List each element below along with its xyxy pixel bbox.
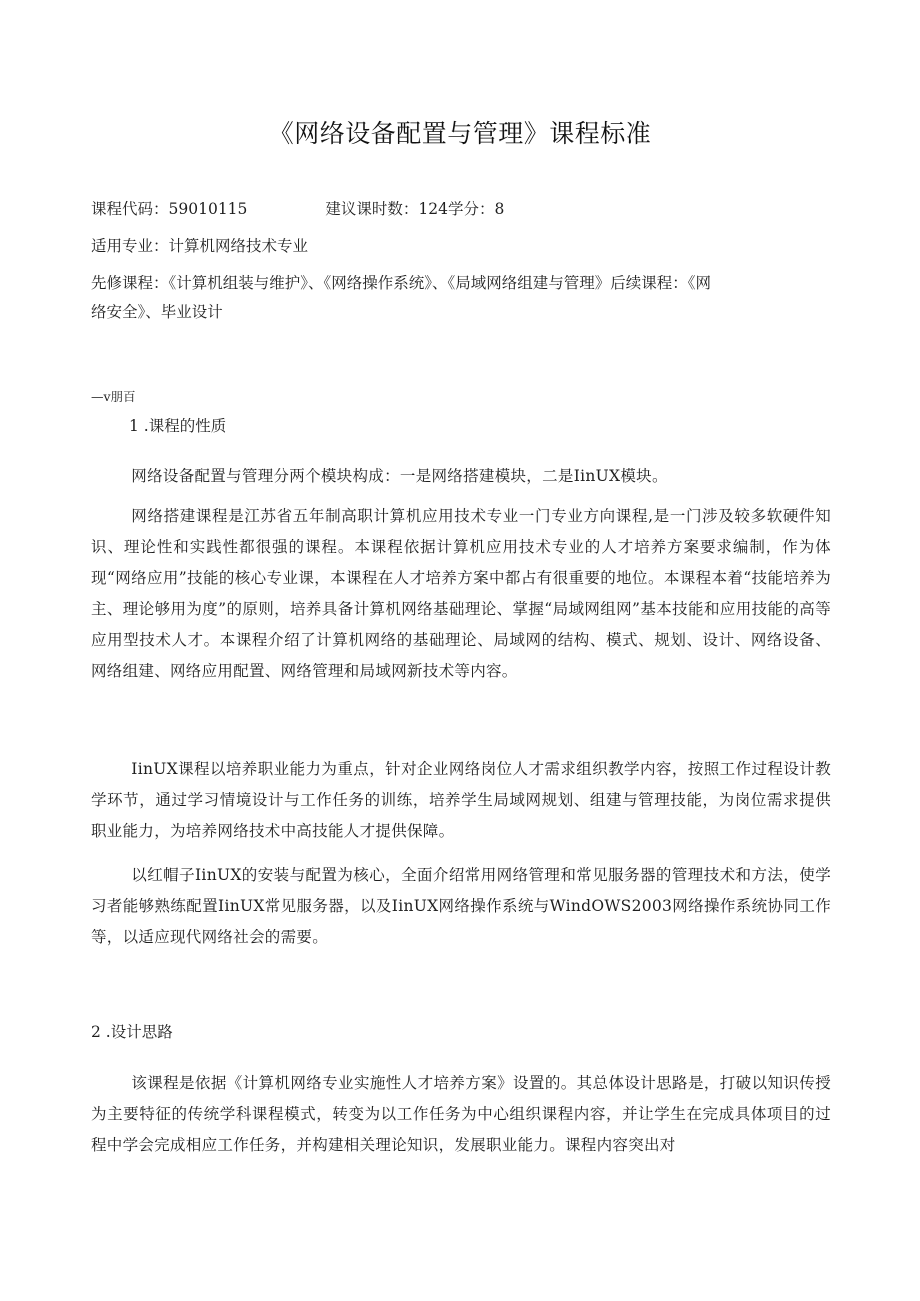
prerequisite-courses-line2: 络安全》、毕业设计 (91, 303, 223, 321)
applicable-major: 适用专业：计算机网络技术专业 (91, 237, 309, 255)
prerequisite-courses-line1: 先修课程：《计算机组装与维护》、《网络操作系统》、《局域网络组建与管理》后续课程：《网 (91, 274, 712, 292)
course-code-value: 59010115 (168, 200, 248, 218)
section1-paragraph-3: IinUX课程以培养职业能力为重点，针对企业网络岗位人才需求组织教学内容，按照工作过程设计教学环节，通过学习情境设计与工作任务的训练，培养学生局域网规划、组建与管理技能，为岗位需求提供职业能力，为培养网络技术中高技能人才提供保障。 (91, 760, 831, 840)
section1-heading: 1 .课程的性质 (129, 417, 227, 435)
section1-paragraph-1: 网络设备配置与管理分两个模块构成：一是网络搭建模块，二是IinUX模块。 (131, 467, 668, 485)
hours-credits: 建议课时数：124学分：8 (325, 200, 505, 218)
course-info-line (91, 199, 504, 219)
section2-heading: 2 .设计思路 (91, 1023, 173, 1041)
preface-marker: —v朋百 (91, 389, 136, 404)
section1-paragraph-2: 网络搭建课程是江苏省五年制高职计算机应用技术专业一门专业方向课程,是一门涉及较多软硬件知识、理论性和实践性都很强的课程。本课程依据计算机应用技术专业的人才培养方案要求编制，作为体现“网络应用”技能的核心专业课，本课程在人才培养方案中都占有很重要的地位。本课程本着“技能培养为主、理论够用为度”的原则，培养具备计算机网络基础理论、掌握“局域网组网”基本技能和应用技能的高等应用型技术人才。本课程介绍了计算机网络的基础理论、局域网的结构、模式、规划、设计、网络设备、网络组建、网络应用配置、网络管理和局域网新技术等内容。 (91, 507, 831, 680)
section2-paragraph-1: 该课程是依据《计算机网络专业实施性人才培养方案》设置的。其总体设计思路是，打破以知识传授为主要特征的传统学科课程模式，转变为以工作任务为中心组织课程内容，并让学生在完成具体项目的过程中学会完成相应工作任务，并构建相关理论知识，发展职业能力。课程内容突出对 (91, 1074, 831, 1154)
section1-paragraph-4: 以红帽子IinUX的安装与配置为核心，全面介绍常用网络管理和常见服务器的管理技术和方法，使学习者能够熟练配置IinUX常见服务器，以及IinUX网络操作系统与WindOWS2003网络操作系统协同工作等，以适应现代网络社会的需要。 (91, 866, 831, 946)
page-title: 《网络设备配置与管理》课程标准 (268, 119, 652, 148)
course-code-label: 课程代码： (91, 200, 169, 218)
